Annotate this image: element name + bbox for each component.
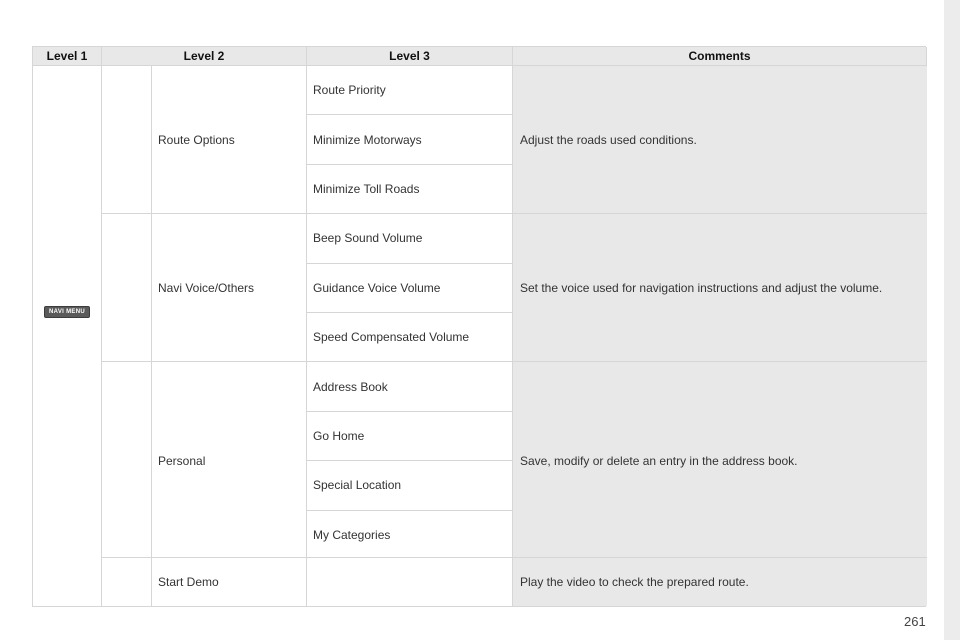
level2-navi-voice: Navi Voice/Others <box>152 213 307 361</box>
header-level-3: Level 3 <box>307 47 513 65</box>
page-number: 261 <box>904 614 926 629</box>
indent-cell <box>102 213 152 361</box>
level2-personal: Personal <box>152 361 307 559</box>
navi-menu-badge: NAVI MENU <box>44 306 90 318</box>
comment-navi-voice: Set the voice used for navigation instructions and adjust the volume. <box>513 213 927 361</box>
comment-personal: Save, modify or delete an entry in the address book. <box>513 361 927 559</box>
navi-menu-table <box>32 46 926 558</box>
level1-continuation <box>33 557 102 606</box>
header-level-1: Level 1 <box>33 47 102 65</box>
level3-item: Beep Sound Volume <box>307 213 513 262</box>
comment-route-options: Adjust the roads used conditions. <box>513 65 927 213</box>
start-demo-row <box>32 557 926 607</box>
indent-cell <box>102 361 152 559</box>
level3-item: My Categories <box>307 510 513 559</box>
level1-cell <box>33 65 102 559</box>
level3-item: Go Home <box>307 411 513 460</box>
level3-item: Guidance Voice Volume <box>307 263 513 312</box>
level3-item: Special Location <box>307 460 513 509</box>
level3-item: Address Book <box>307 361 513 410</box>
header-comments: Comments <box>513 47 927 65</box>
level3-item: Speed Compensated Volume <box>307 312 513 361</box>
level3-item: Minimize Toll Roads <box>307 164 513 213</box>
indent-cell <box>102 557 152 606</box>
level2-start-demo: Start Demo <box>152 557 307 606</box>
level3-item <box>307 557 513 606</box>
comment-start-demo: Play the video to check the prepared route. <box>513 557 927 606</box>
level3-item: Minimize Motorways <box>307 114 513 163</box>
page-edge-strip <box>944 0 960 640</box>
level2-route-options: Route Options <box>152 65 307 213</box>
level3-item: Route Priority <box>307 65 513 114</box>
indent-cell <box>102 65 152 213</box>
header-level-2: Level 2 <box>102 47 307 65</box>
